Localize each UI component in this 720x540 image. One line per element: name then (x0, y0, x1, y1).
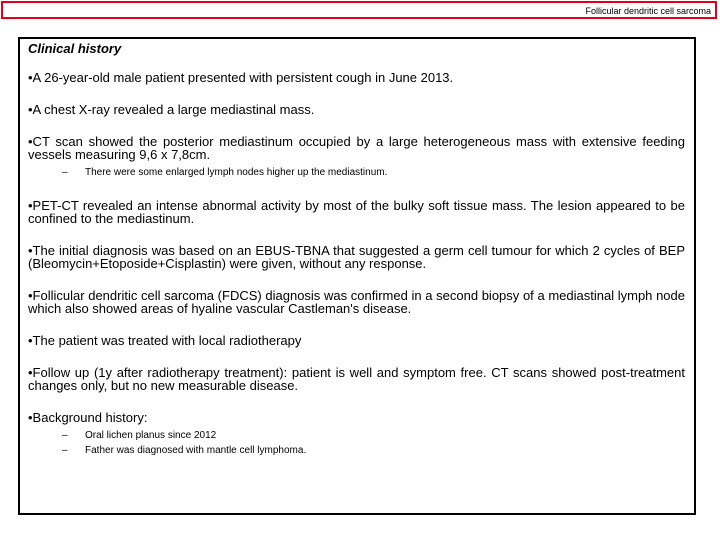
bullet-background-history: •Background history: (28, 410, 148, 425)
bullet-follow-up: •Follow up (1y after radiotherapy treatment): patient is well and symptom free. CT scans showed post-treatment changes only, but no new measurable disease. (28, 365, 685, 393)
bullet-fdcs-diagnosis: •Follicular dendritic cell sarcoma (FDCS) diagnosis was confirmed in a second biopsy of a mediastinal lymph node which also showed areas of hyaline vascular Castleman's disease. (28, 288, 685, 316)
dash-marker: – (62, 167, 68, 178)
bullet-initial-diagnosis: •The initial diagnosis was based on an EBUS-TBNA that suggested a germ cell tumour for which 2 cycles of BEP (Bleomycin+Etoposide+Cisplastin) were given, without any response. (28, 243, 685, 271)
section-heading: Clinical history (28, 41, 122, 56)
dash-marker: – (62, 430, 68, 441)
bullet-pet-ct: •PET-CT revealed an intense abnormal activity by most of the bulky soft tissue mass. The lesion appeared to be confined to the mediastinum. (28, 198, 685, 226)
bullet-presentation: •A 26-year-old male patient presented with persistent cough in June 2013. (28, 70, 454, 85)
sub-item-text: There were some enlarged lymph nodes higher up the mediastinum. (85, 167, 388, 178)
background-sublist (28, 428, 685, 458)
clinical-history-box (18, 37, 696, 515)
header-bar (1, 1, 717, 19)
bullet-ct-scan: •CT scan showed the posterior mediastinum occupied by a large heterogeneous mass with extensive feeding vessels measuring 9,6 x 7,8cm. (28, 134, 685, 162)
slide-title: Follicular dendritic cell sarcoma (585, 6, 711, 16)
sub-item-lichen-planus (28, 428, 685, 443)
dash-marker: – (62, 445, 68, 456)
sub-item-text: Father was diagnosed with mantle cell lymphoma. (85, 445, 307, 456)
bullet-chest-xray: •A chest X-ray revealed a large mediastinal mass. (28, 102, 315, 117)
sub-item-text: Oral lichen planus since 2012 (85, 430, 217, 441)
sub-item-lymph-nodes (28, 165, 685, 180)
sub-item-family-history (28, 443, 685, 458)
ct-scan-sublist (28, 165, 685, 180)
bullet-radiotherapy: •The patient was treated with local radiotherapy (28, 333, 302, 348)
